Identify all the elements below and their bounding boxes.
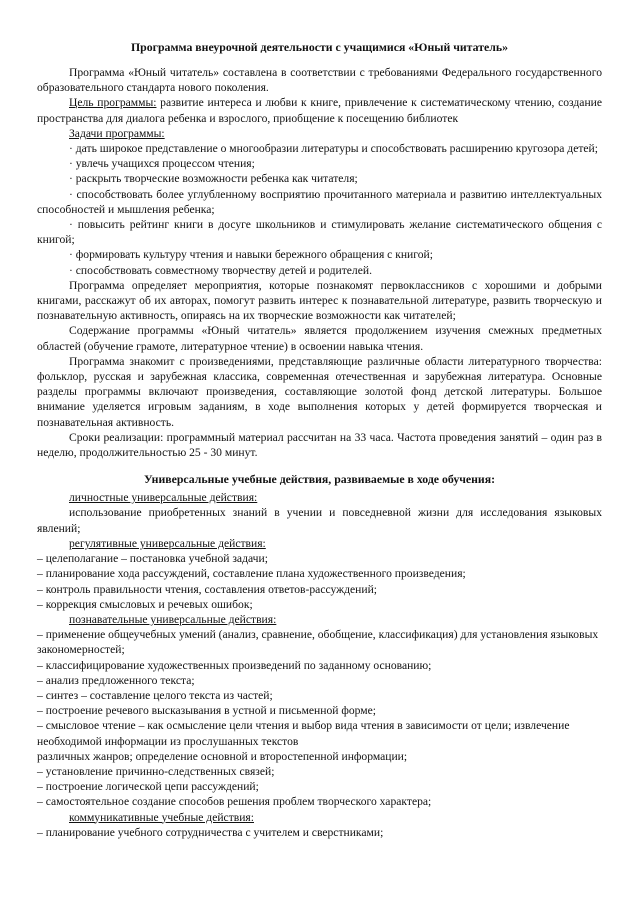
program-schedule-paragraph: Сроки реализации: программный материал рассчитан на 33 часа. Частота проведения занятий – один раз в неделю, продолжительностью 25 - 30 минут. <box>37 430 602 460</box>
communicative-label: коммуникативные учебные действия: <box>69 810 254 824</box>
cognitive-item: – самостоятельное создание способов решения проблем творческого характера; <box>37 795 432 809</box>
regulative-item: – коррекция смысловых и речевых ошибок; <box>37 597 253 611</box>
task-item: · увлечь учащихся процессом чтения; <box>69 157 255 171</box>
regulative-item: – планирование хода рассуждений, составление плана художественного произведения; <box>37 567 466 581</box>
cognitive-label: познавательные универсальные действия: <box>69 612 277 626</box>
section-spacer <box>37 460 602 472</box>
goal-label: Цель программы: <box>69 96 157 110</box>
tasks-label: Задачи программы: <box>69 126 165 140</box>
cognitive-item: – анализ предложенного текста; <box>37 673 195 687</box>
task-item: · способствовать более углубленному восприятию прочитанного материала и развитию интеллектуальных способностей и мышления ребенка; <box>37 187 602 216</box>
program-genres-paragraph: Программа знакомит с произведениями, представляющие различные области литературного творчества: фольклор, русская и зарубежная классика, современная отечественная и зарубежная литература. Основные разделы программы включают произведения, составляющие золотой фонд детской литературы. Большое внимание уделяется игровым заданиям, в ходе выполнения которых у детей формируется творческая и познавательная активность. <box>37 354 602 429</box>
regulative-heading <box>37 536 602 551</box>
cognitive-item: – построение логической цепи рассуждений; <box>37 780 259 794</box>
regulative-item: – целеполагание – постановка учебной задачи; <box>37 552 268 566</box>
cognitive-item: – установление причинно-следственных связей; <box>37 764 275 778</box>
task-item: · дать широкое представление о многообразии литературы и способствовать расширению кругозора детей; <box>69 142 598 156</box>
tasks-heading <box>37 126 602 141</box>
personal-heading <box>37 490 602 505</box>
personal-label: личностные универсальные действия: <box>69 491 258 505</box>
cognitive-item: – смысловое чтение – как осмысление цели чтения и выбор вида чтения в зависимости от цели; извлечение необходимой информации из прослушанных текстов <box>37 719 570 748</box>
personal-text: использование приобретенных знаний в учении и повседневной жизни для исследования языковых явлений; <box>37 506 602 535</box>
task-item: · формировать культуру чтения и навыки бережного обращения с книгой; <box>69 248 433 262</box>
cognitive-heading <box>37 612 602 627</box>
goal-paragraph <box>37 95 602 125</box>
task-item: · способствовать совместному творчеству детей и родителей. <box>69 263 372 277</box>
cognitive-item: – построение речевого высказывания в устной и письменной форме; <box>37 704 377 718</box>
intro-paragraph: Программа «Юный читатель» составлена в соответствии с требованиями Федерального государственного образовательного стандарта нового поколения. <box>37 66 602 95</box>
program-content-paragraph: Содержание программы «Юный читатель» является продолжением изучения смежных предметных областей (обучение грамоте, литературное чтение) в освоении навыка чтения. <box>37 324 602 353</box>
task-item: · повысить рейтинг книги в досуге школьников и стимулировать желание систематического общения с книгой; <box>37 218 602 247</box>
cognitive-item: – классифицирование художественных произведений по заданному основанию; <box>37 658 432 672</box>
cognitive-item: – применение общеучебных умений (анализ, сравнение, обобщение, классификация) для установления языковых закономерностей; <box>37 628 599 657</box>
section2-title: Универсальные учебные действия, развиваемые в ходе обучения: <box>143 472 496 487</box>
communicative-item: – планирование учебного сотрудничества с учителем и сверстниками; <box>37 825 384 839</box>
communicative-heading <box>37 810 602 825</box>
regulative-item: – контроль правильности чтения, составления ответов-рассуждений; <box>37 582 377 596</box>
cognitive-item: различных жанров; определение основной и второстепенной информации; <box>37 749 408 763</box>
cognitive-item: – синтез – составление целого текста из частей; <box>37 688 273 702</box>
goal-text: развитие интереса и любви к книге, привлечение к систематическому чтению, создание пространства для диалога ребенка и взрослого, приобщение к посещению библиотек <box>37 96 603 125</box>
program-activities-paragraph: Программа определяет мероприятия, которые познакомят первоклассников с хорошими и добрыми книгами, расскажут об их авторах, помогут развить интерес к познавательной литературе, развить творческую и познавательную активность, опираясь на их творческие возможности как читателей; <box>37 278 602 323</box>
document-title: Программа внеурочной деятельности с учащимися «Юный читатель» <box>131 40 508 54</box>
regulative-label: регулятивные универсальные действия: <box>69 536 266 550</box>
task-item: · раскрыть творческие возможности ребенка как читателя; <box>69 172 358 186</box>
